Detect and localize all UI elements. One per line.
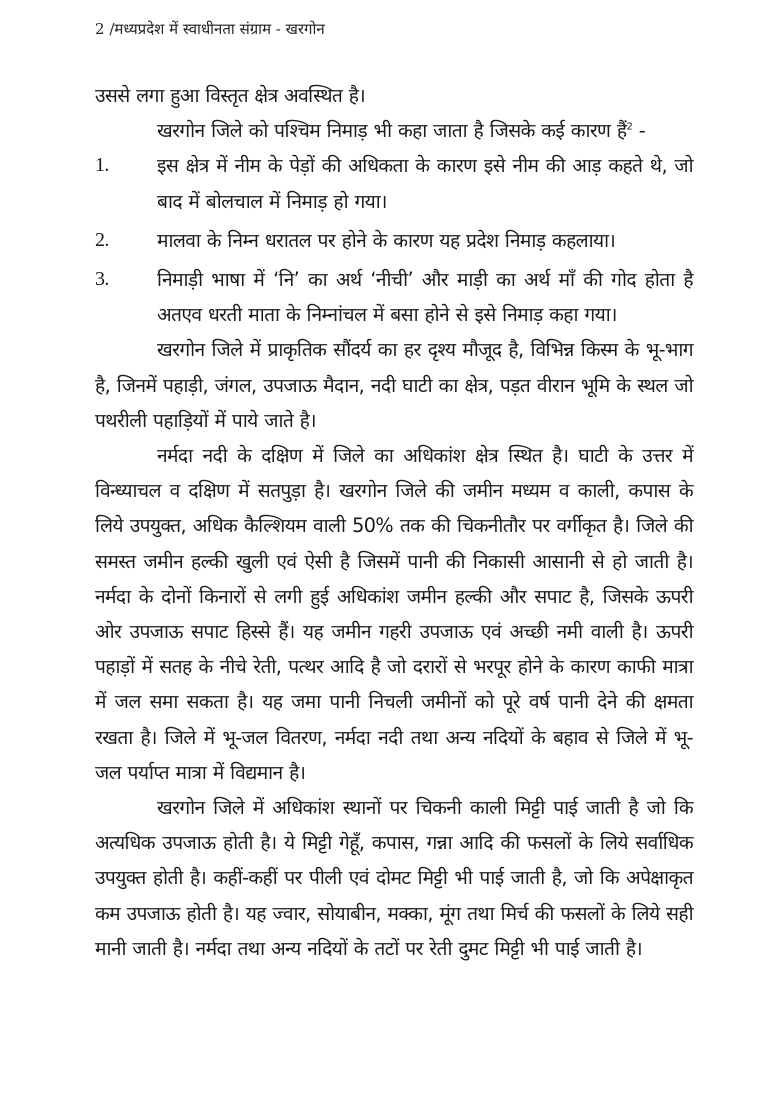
book-page — [95, 18, 693, 966]
paragraph-natural-beauty: खरगोन जिले में प्राकृतिक सौंदर्य का हर दृश्य मौजूद है, विभिन्न किस्म के भू-भाग है, जिनमें पहाड़ी, जंगल, उपजाऊ मैदान, नदी घाटी का क्षेत्र, पड़त वीरान भूमि के स्थल जो पथरीली पहाड़ियों में पाये जाते है। — [95, 338, 693, 432]
paragraph-nimar-intro — [95, 113, 693, 148]
paragraph-nimar-intro-suffix: - — [632, 119, 646, 143]
reason-list-item — [95, 262, 693, 332]
list-text: निमाड़ी भाषा में ‘नि’ का अर्थ ‘नीची’ और माड़ी का अर्थ माँ की गोद होता है अतएव धरती माता के निम्नांचल में बसा होने से इसे निमाड़ कहा गया। — [157, 268, 693, 327]
reason-list-item — [95, 223, 693, 258]
page-number: 2 — [95, 20, 105, 38]
paragraph-narmada-geography: नर्मदा नदी के दक्षिण में जिले का अधिकांश क्षेत्र स्थित है। घाटी के उत्तर में विन्ध्याचल व दक्षिण में सतपुड़ा है। खरगोन जिले की जमीन मध्यम व काली, कपास के लिये उपयुक्त, अधिक कैल्शियम वाली 50% तक की चिकनीतौर पर वर्गीकृत है। जिले की समस्त जमीन हल्की खुली एवं ऐसी है जिसमें पानी की निकासी आसानी से हो जाती है। नर्मदा के दोनों किनारों से लगी हुई अधिकांश जमीन हल्की और सपाट है, जिसके ऊपरी ओर उपजाऊ सपाट हिस्से हैं। यह जमीन गहरी उपजाऊ एवं अच्छी नमी वाली है। ऊपरी पहाड़ों में सतह के नीचे रेती, पत्थर आदि है जो दरारों से भरपूर होने के कारण काफी मात्रा में जल समा सकता है। यह जमा पानी निचली जमीनों को पूरे वर्ष पानी देने की क्षमता रखता है। जिले में भू-जल वितरण, नर्मदा नदी तथा अन्य नदियों के बहाव से जिले में भू-जल पर्याप्त मात्रा में विद्यमान है। — [95, 444, 693, 784]
paragraph-soil-types: खरगोन जिले में अधिकांश स्थानों पर चिकनी काली मिट्टी पाई जाती है जो कि अत्यधिक उपजाऊ होती है। ये मिट्टी गेहूँ, कपास, गन्ना आदि की फसलों के लिये सर्वाधिक उपयुक्त होती है। कहीं-कहीं पर पीली एवं दोमट मिट्टी भी पाई जाती है, जो कि अपेक्षाकृत कम उपजाऊ होती है। यह ज्वार, सोयाबीन, मक्का, मूंग तथा मिर्च की फसलों के लिये सही मानी जाती है। नर्मदा तथा अन्य नदियों के तटों पर रेती दुमट मिट्टी भी पाई जाती है। — [95, 796, 693, 960]
paragraph-nimar-intro-text: खरगोन जिले को पश्चिम निमाड़ भी कहा जाता है जिसके कई कारण हैं — [157, 119, 627, 143]
list-text: इस क्षेत्र में नीम के पेड़ों की अधिकता के कारण इसे नीम की आड़ कहते थे, जो बाद में बोलचाल में निमाड़ हो गया। — [157, 154, 693, 213]
list-number: 1. — [95, 154, 109, 177]
list-text: मालवा के निम्न धरातल पर होने के कारण यह प्रदेश निमाड़ कहलाया। — [157, 228, 616, 252]
footnote-marker: 2 — [626, 121, 633, 133]
running-title: /मध्यप्रदेश में स्वाधीनता संग्राम - खरगोन — [104, 20, 325, 38]
list-number: 2. — [95, 228, 109, 251]
paragraph-continuation: उससे लगा हुआ विस्तृत क्षेत्र अवस्थित है। — [95, 84, 365, 107]
reason-list-item — [95, 148, 693, 218]
running-header — [95, 18, 693, 40]
list-number: 3. — [95, 268, 109, 291]
